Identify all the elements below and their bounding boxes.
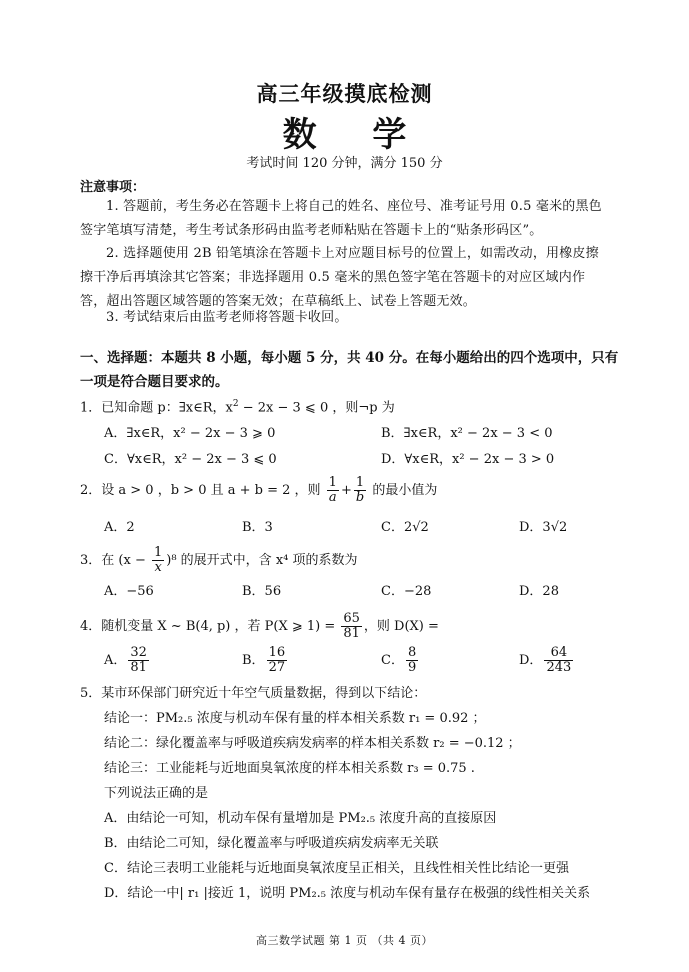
fraction-1-over-x: $\frac{1}{x}$ [153,545,163,575]
question-2-option-a: A．2 [104,520,135,535]
question-4-option-a: A． $\frac{32}{81}$ [104,645,147,675]
question-3-option-c: C．−28 [381,584,432,599]
fraction-65-over-81: $\frac{65}{81}$ [343,611,360,641]
note-1: 1. 答题前，考生务必在答题卡上将自己的姓名、座位号、准考证号用 0.5 毫米的黑色签字笔填写清楚，考生考试条形码由监考老师粘贴在答题卡上的“贴条形码区”。 [80,199,602,238]
question-2-option-d: D．3√2 [519,520,568,535]
question-3-stem: 3．在 (x − $\frac{1}{x}$ )⁸ 的展开式中，含 x⁴ 项的系数为 [80,545,358,575]
question-4-option-b: B． $\frac{16}{27}$ [242,645,286,675]
question-3-option-a: A．−56 [104,584,154,599]
question-5-option-d: D．结论一中| r₁ |接近 1，说明 PM₂.₅ 浓度与机动车保有量存在极强的线性相关关系 [104,886,591,901]
fraction-1-over-b: $\frac{1}{b}$ [355,475,365,505]
subject-title: 数 学 [282,115,429,155]
exam-info: 考试时间 120 分钟，满分 150 分 [246,156,443,171]
question-5-conclusion-2: 结论二：绿化覆盖率与呼吸道疾病发病率的样本相关系数 r₂ = −0.12 ； [104,736,521,751]
question-1-option-a: A．∃x∈R，x² − 2x − 3 ⩾ 0 [104,426,276,441]
note-2: 2. 选择题使用 2B 铅笔填涂在答题卡上对应题目标号的位置上，如需改动，用橡皮擦擦干净后再填涂其它答案；非选择题用 0.5 毫米的黑色签字笔在答题卡的对应区域内作答，超出答题区域答题的答案无效；在草稿纸上、试卷上答题无效。 [80,246,599,309]
question-1-stem: 1．已知命题 p：∃x∈R，$x^2 - 2x - 3$ ⩽ 0 ，则¬p 为 [80,399,395,416]
question-5-stem: 5．某市环保部门研究近十年空气质量数据，得到以下结论： [80,686,427,701]
fraction-1-over-a: $\frac{1}{a}$ [328,475,337,505]
question-2-stem: 2．设 a > 0 ，b > 0 且 a + b = 2 ，则 $\frac{1}{a}$ + $\frac{1}{b}$ 的最小值为 [80,475,438,505]
notes-heading: 注意事项： [80,180,146,195]
question-5-option-c: C．结论三表明工业能耗与近地面臭氧浓度呈正相关，且线性相关性比结论一更强 [104,861,569,876]
question-2-option-b: B．3 [242,520,273,535]
question-5-prompt: 下列说法正确的是 [104,786,209,801]
question-5-option-a: A．由结论一可知，机动车保有量增加是 PM₂.₅ 浓度升高的直接原因 [104,811,497,826]
section-heading: 一、选择题：本题共 8 小题，每小题 5 分，共 40 分。在每小题给出的四个选项中，只有一项是符合题目要求的。 [80,350,619,390]
exam-title: 高三年级摸底检测 [256,81,433,106]
question-3-option-b: B．56 [242,584,282,599]
question-1-option-b: B．∃x∈R，x² − 2x − 3 < 0 [381,426,553,441]
question-5-conclusion-3: 结论三：工业能耗与近地面臭氧浓度的样本相关系数 r₃ = 0.75 . [104,761,475,776]
question-5-conclusion-1: 结论一：PM₂.₅ 浓度与机动车保有量的样本相关系数 r₁ = 0.92 ； [104,711,486,726]
question-1-option-d: D．∀x∈R，x² − 2x − 3 > 0 [381,452,555,467]
question-2-option-c: C．2√2 [381,520,429,535]
page-footer: 高三数学试题 第 1 页 （共 4 页） [256,934,433,947]
question-4-option-d: D． $\frac{64}{243}$ [519,645,572,675]
question-3-option-d: D．28 [519,584,559,599]
question-4-option-c: C． $\frac{8}{9}$ [381,645,417,675]
note-3: 3. 考试结束后由监考老师将答题卡收回。 [106,310,348,325]
question-1-option-c: C．∀x∈R，x² − 2x − 3 ⩽ 0 [104,452,277,467]
question-4-stem: 4．随机变量 X ~ B(4, p) ，若 P(X ⩾ 1) = $\frac{65}{81}$ ，则 D(X) = [80,611,439,641]
question-5-option-b: B．由结论二可知，绿化覆盖率与呼吸道疾病发病率无关联 [104,836,439,851]
